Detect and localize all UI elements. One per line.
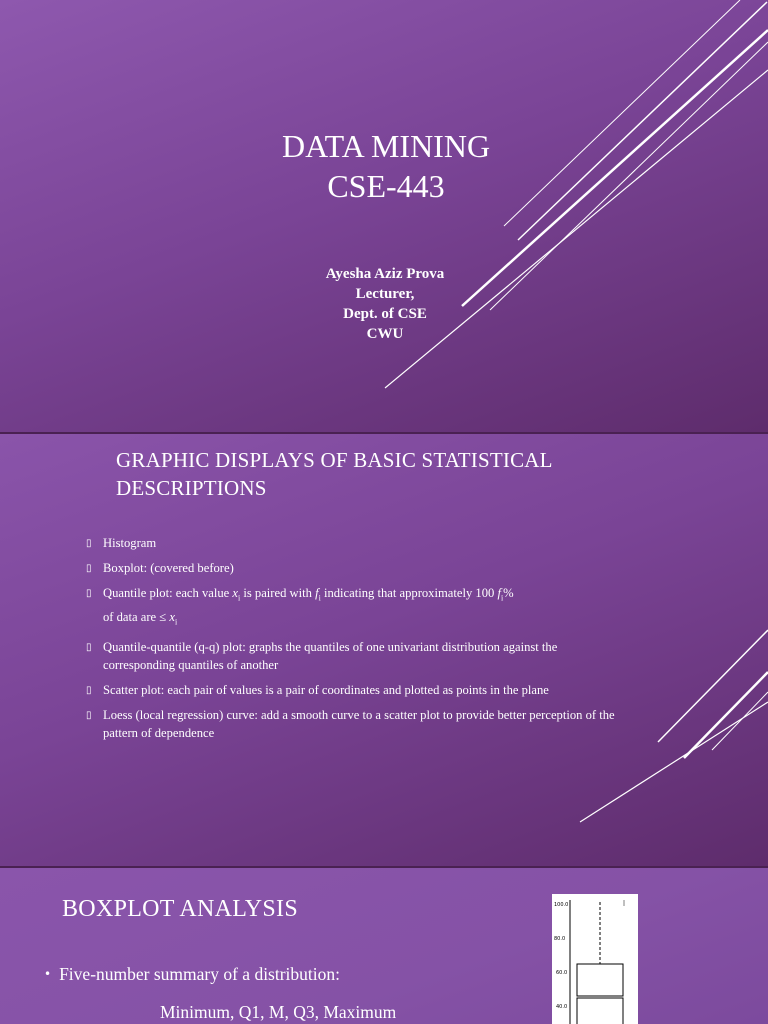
list-item: [44, 964, 340, 985]
bullet-text-part: Quantile plot: each value: [103, 586, 233, 600]
list-item: [86, 559, 616, 577]
bullet-list: [86, 534, 616, 749]
boxplot-figure: [552, 894, 638, 1024]
bullet-text-part: of data are ≤: [103, 609, 170, 624]
bullet-text: Quantile-quantile (q-q) plot: graphs the quantiles of one univariant distribution against the corresponding quantiles of another: [103, 640, 558, 673]
list-item: [86, 584, 616, 631]
math-var: x: [232, 586, 238, 600]
bullet-text-part: %: [503, 586, 514, 600]
slide-title-line1: GRAPHIC DISPLAYS OF BASIC STATISTICAL: [116, 448, 553, 472]
bullet-marker: ▯: [86, 710, 92, 722]
math-var: f: [497, 586, 501, 600]
bullet-text-part: indicating that approximately 100: [320, 586, 498, 600]
bullet-text: Five-number summary of a distribution:: [59, 964, 341, 984]
title-slide: [0, 0, 768, 432]
boxplot-slide: [0, 868, 768, 1024]
bullet-marker: •: [44, 967, 52, 981]
list-item: [86, 534, 616, 552]
author-block: [260, 264, 510, 344]
bullet-marker: ▯: [86, 563, 92, 574]
math-sub: i: [500, 593, 504, 603]
list-item: [86, 638, 616, 674]
slide-title: BOXPLOT ANALYSIS: [62, 896, 298, 922]
bullet-text: Histogram: [103, 536, 157, 550]
author-dept: Dept. of CSE: [343, 306, 427, 322]
bullet-text-part: is paired with: [240, 586, 316, 600]
tick-label: 80.0: [554, 936, 566, 942]
author-name: Ayesha Aziz Prova: [325, 266, 445, 282]
author-org: CWU: [366, 326, 404, 342]
bullet-text: Boxplot: (covered before): [103, 561, 234, 575]
list-item: [86, 706, 616, 742]
tick-label: 60.0: [556, 970, 568, 976]
tick-label: 40.0: [556, 1004, 568, 1010]
bullet-text: Scatter plot: each pair of values is a pair of coordinates and plotted as points in the plane: [103, 683, 549, 698]
author-role: Lecturer,: [355, 286, 415, 302]
list-item: [86, 681, 616, 699]
decorative-lines: [0, 0, 768, 432]
slide-title: [116, 446, 636, 502]
math-var: f: [315, 586, 319, 600]
tick-label: 100.0: [554, 902, 569, 908]
sub-item: Minimum, Q1, M, Q3, Maximum: [160, 1002, 397, 1022]
slide-title-line2: DESCRIPTIONS: [116, 476, 267, 500]
graphic-displays-slide: [0, 434, 768, 866]
deck-title-line1: DATA MINING: [281, 128, 491, 164]
math-sub: i: [318, 593, 321, 603]
bullet-marker: ▯: [86, 642, 92, 654]
bullet-marker: ▯: [86, 538, 92, 549]
bullet-text: Loess (local regression) curve: add a smooth curve to a scatter plot to provide better perception of the pattern of dependence: [103, 708, 615, 741]
deck-title: [0, 126, 768, 206]
bullet-marker: ▯: [86, 685, 92, 697]
bullet-marker: ▯: [86, 588, 92, 599]
math-sub: i: [237, 593, 241, 603]
deck-title-line2: CSE-443: [327, 168, 445, 204]
math-sub: i: [174, 617, 178, 627]
boxplot-graphic: [552, 894, 638, 1024]
math-var: x: [169, 609, 175, 624]
